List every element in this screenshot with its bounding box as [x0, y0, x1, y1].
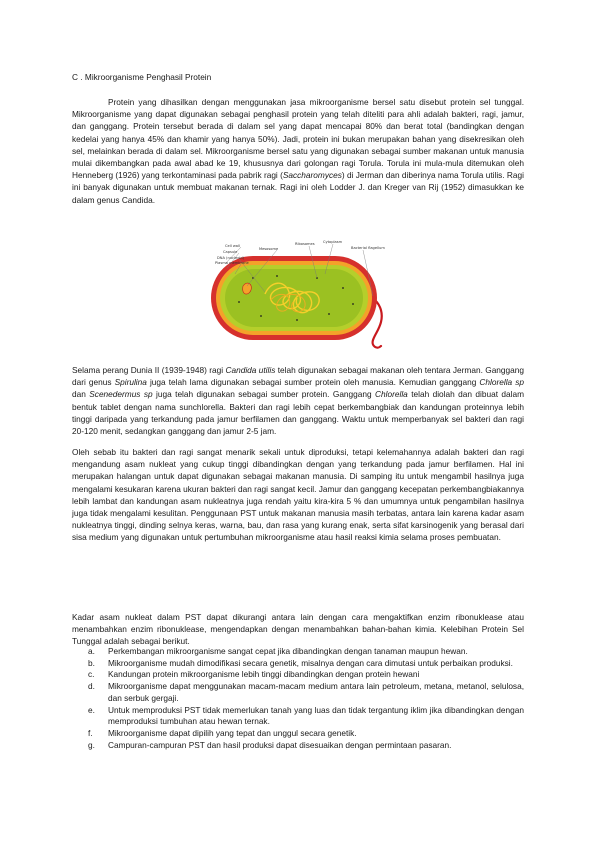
label-ribosomes: Ribosomes: [295, 242, 315, 246]
paragraph-text: juga telah lama digunakan sebagai sumber protein oleh manusia. Kemudian ganggang: [146, 377, 480, 388]
list-item-text: Untuk memproduksi PST tidak memerlukan tanah yang luas dan tidak tergantung iklim jika dibandingkan dengan memproduksi tumbuhan atau hewan ternak.: [108, 704, 524, 727]
list-item-text: Kandungan protein mikroorganisme lebih tinggi dibandingkan dengan protein hewani: [108, 669, 420, 680]
list-item: [88, 740, 524, 752]
list-marker: b.: [88, 657, 95, 668]
species-name: Candida utilis: [225, 365, 276, 375]
list-item: [88, 646, 524, 658]
list-item-text: Mikroorganisme dapat menggunakan macam-macam medium antara lain petroleum, metana, metanol, selulosa, dan serbuk gergaji.: [108, 681, 524, 703]
section-heading: C . Mikroorganisme Penghasil Protein: [72, 72, 212, 82]
species-name: Saccharomyces: [282, 170, 342, 181]
label-plasma-membrane: Plasma membrane: [215, 261, 249, 265]
paragraph-text: telah diolah dan dibuat dalam bentuk tablet dengan nama sunchlorella. Bakteri dan ragi lebih cepat berkembangbiak dan kandungan proteinnya lebih tinggi daripada yang terkandung pada jamur berfilamen dan ganggang. Waktu untuk memperbanyak sel bakteri dan ragi 20-120 menit, sedangkan ganggang dan jamur 2-5 jam.: [72, 389, 524, 437]
species-name: Chlorella: [375, 389, 408, 400]
cytoplasm-shape: [225, 269, 363, 327]
label-cell-wall: Cell wall: [225, 244, 240, 248]
paragraph-text: Protein yang dihasilkan dengan menggunakan jasa mikroorganisme bersel satu disebut protein sel tunggal. Mikroorganisme yang dapat digunakan sebagai penghasil protein yang telah diteliti para ahli adalah bakteri, ragi, jamur, dan ganggang. Protein tersebut berada di dalam sel yang dapat mencapai 80% dan berat total (bandingkan dengan kedelai yang hanya 45% dan khamir yang hanya 50%). Jadi, protein ini bukan merupakan bahan yang disekresikan oleh sel, melainkan berada di dalam sel. Mikroorganisme bersel satu yang digunakan sebagai sumber makanan untuk manusia mulai dikembangkan pada awal abad ke 19, khususnya dari golongan ragi Torula. Torula ini mula-mula ditemukan oleh Henneberg (1926) yang terkontaminasi pada pabrik ragi (: [72, 97, 524, 181]
list-item: [88, 681, 524, 704]
paragraph-history: [72, 364, 524, 437]
paragraph-text: dan: [72, 389, 90, 400]
list-item-text: Perkembangan mikroorganisme sangat cepat jika dibandingkan dengan tanaman maupun hewan.: [108, 646, 468, 656]
paragraph-text: ) di Jerman dan diberinya nama Torula utilis. Ragi ini banyak digunakan untuk membuat makanan ternak. Ragi ini oleh Lodder J. dan Kreger van Rij (1952) dimasukkan ke dalam genus Candida.: [72, 170, 524, 205]
advantages-list: [88, 646, 524, 751]
species-name: Scenedermus sp: [89, 389, 153, 400]
label-dna: DNA (nucleoid): [217, 256, 245, 260]
paragraph-nucleic-acid: Kadar asam nukleat dalam PST dapat dikurangi antara lain dengan cara mengaktifkan enzim ribonuklease atau menambahkan enzim ribonuklease, mengendapkan dengan menambahkan bahan-bahan kimia. Kelebihan Protein Sel Tunggal adalah sebagai berikut.: [72, 612, 524, 647]
list-item: [88, 728, 524, 740]
paragraph-drawbacks: Oleh sebab itu bakteri dan ragi sangat menarik sekali untuk diproduksi, tetapi kelemahannya adalah bakteri dan ragi mengandung asam nukleat yang cukup tinggi dibandingkan dengan yang terkandung pada jamur berfilamen. Hal ini merupakan halangan untuk dapat digunakan sebagai makanan manusia. Di samping itu untuk mengambil hasilnya juga mengalami kesukaran karena ukuran bakteri dan ragi sangat kecil. Jamur dan ganggang kecepatan perkembangbiakannya lebih lambat dan kandungan asam nukleatnya juga rendah yaitu kira-kira 5 % dan umumnya untuk pengambilan hasilnya juga tidak mengalami kesulitan. Penggunaan PST untuk makanan manusia masih terbatas, antara lain karena kadar asam nukleatnya tinggi, dinding selnya keras, warna, bau, dan rasa yang kurang enak, serta sifat karsinogenik yang berasal dari sisa medium yang digunakan untuk pertumbuhan mikroorganisme atau hasil reaksi kimia selama proses pembuatan.: [72, 447, 525, 543]
list-marker: e.: [88, 704, 95, 715]
list-marker: g.: [88, 739, 95, 750]
list-item-text: Mikroorganisme dapat dipilih yang tepat dan unggul secara genetik.: [108, 727, 357, 738]
paragraph-text: Selama perang Dunia II (1939-1948) ragi: [72, 365, 226, 375]
list-marker: c.: [88, 669, 95, 680]
list-item: [88, 658, 524, 670]
paragraph-text: telah digunakan sebagai makanan oleh tentara Jerman. Ganggang dari genus: [72, 365, 524, 388]
species-name: Chlorella sp: [479, 377, 524, 388]
list-item-text: Campuran-campuran PST dan hasil produksi dapat disesuaikan dengan permintaan pasaran.: [108, 739, 452, 750]
list-marker: f.: [88, 727, 93, 738]
label-mesosome: Mesosome: [259, 247, 279, 251]
list-item: [88, 669, 524, 681]
label-flagellum: Bacterial flagellum: [351, 246, 385, 250]
label-cytoplasm: Cytoplasm: [323, 240, 343, 244]
paragraph-text: juga telah digunakan sebagai sumber protein. Ganggang: [152, 389, 376, 400]
bacterial-cell-diagram: [205, 234, 395, 356]
paragraph-intro: [72, 96, 524, 206]
list-item-text: Mikroorganisme mudah dimodifikasi secara genetik, misalnya dengan cara dimutasi untuk perbaikan produksi.: [108, 657, 513, 668]
list-marker: d.: [88, 681, 95, 692]
label-capsule: Capsule: [223, 250, 238, 254]
species-name: Spirulina: [114, 377, 147, 388]
list-item: [88, 705, 524, 728]
list-marker: a.: [88, 646, 95, 656]
